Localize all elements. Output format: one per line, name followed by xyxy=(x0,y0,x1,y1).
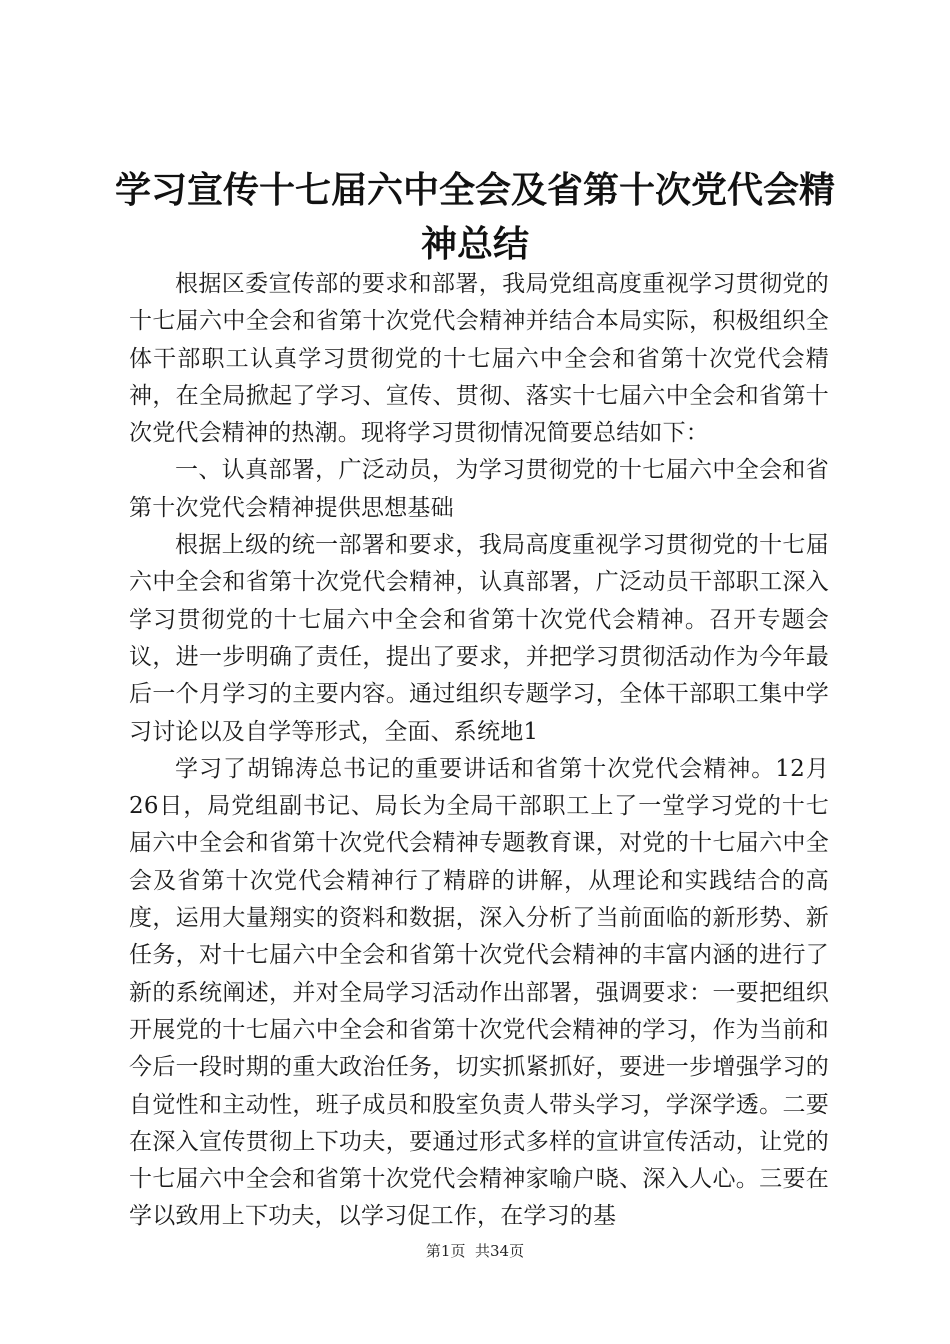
page-total: 共34页 xyxy=(475,1242,525,1260)
document-title-line-2: 神总结 xyxy=(420,224,529,265)
paragraph-intro: 根据区委宣传部的要求和部署，我局党组高度重视学习贯彻党的十七届六中全会和省第十次党代会精神并结合本局实际，积极组织全体干部职工认真学习贯彻党的十七届六中全会和省第十次党代会精神，在全局掀起了学习、宣传、贯彻、落实十七届六中全会和省第十次党代会精神的热潮。现将学习贯彻情况简要总结如下： xyxy=(129,271,829,447)
document-body xyxy=(129,266,829,1236)
page-footer xyxy=(0,1240,950,1261)
document-title-line-1: 学习宣传十七届六中全会及省第十次党代会精 xyxy=(114,170,835,211)
paragraph-study: 学习了胡锦涛总书记的重要讲话和省第十次党代会精神。12月26日，局党组副书记、局长为全局干部职工上了一堂学习党的十七届六中全会和省第十次党代会精神专题教育课，对党的十七届六中全会及省第十次党代会精神行了精辟的讲解，从理论和实践结合的高度，运用大量翔实的资料和数据，深入分析了当前面临的新形势、新任务，对十七届六中全会和省第十次党代会精神的丰富内涵的进行了新的系统阐述，并对全局学习活动作出部署，强调要求：一要把组织开展党的十七届六中全会和省第十次党代会精神的学习，作为当前和今后一段时期的重大政治任务，切实抓紧抓好，要进一步增强学习的自觉性和主动性，班子成员和股室负责人带头学习，学深学透。二要在深入宣传贯彻上下功夫，要通过形式多样的宣讲宣传活动，让党的十七届六中全会和省第十次党代会精神家喻户晓、深入人心。三要在学以致用上下功夫，以学习促工作，在学习的基 xyxy=(129,755,829,1230)
page-number: 第1页 xyxy=(425,1242,466,1260)
paragraph-deployment: 根据上级的统一部署和要求，我局高度重视学习贯彻党的十七届六中全会和省第十次党代会精神，认真部署，广泛动员干部职工深入学习贯彻党的十七届六中全会和省第十次党代会精神。召开专题会议，进一步明确了责任，提出了要求，并把学习贯彻活动作为今年最后一个月学习的主要内容。通过组织专题学习，全体干部职工集中学习讨论以及自学等形式，全面、系统地1 xyxy=(129,532,829,745)
paragraph-section-heading-1: 一、认真部署，广泛动员，为学习贯彻党的十七届六中全会和省第十次党代会精神提供思想基础 xyxy=(129,457,829,521)
